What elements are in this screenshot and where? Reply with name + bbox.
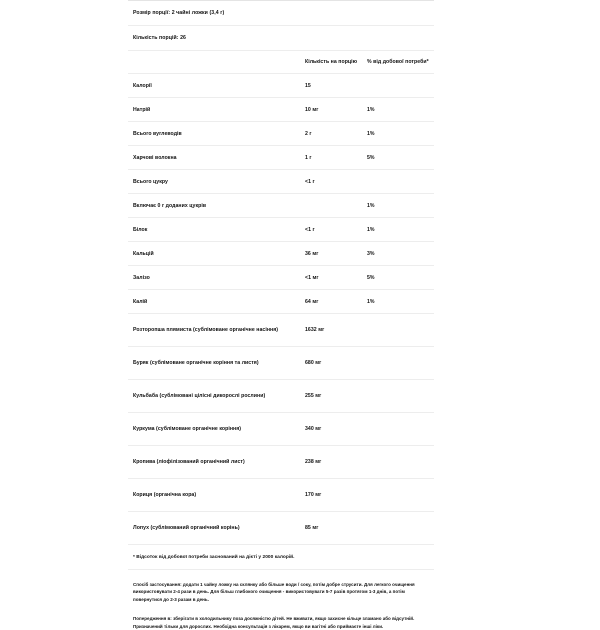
row-amount: 238 мг [305, 459, 322, 466]
row-amount: <1 г [305, 226, 315, 233]
botanical-rows [128, 314, 434, 545]
row-daily-value: 1% [367, 130, 375, 137]
row-label: Кориця (органічна кора) [133, 492, 197, 499]
table-row [128, 380, 434, 412]
row-daily-value: 5% [367, 274, 375, 281]
row-amount: 85 мг [305, 525, 319, 532]
row-label: Калій [133, 298, 148, 305]
row-amount: 15 [305, 82, 311, 89]
directions-paragraph: Спосіб застосування: додати 1 чайну ложку на склянку або більше води / соку, потім добре струсити. Для легкого очищення використовувати 2-4 рази в день. Для більш глибокого очищення - використовувати 5-7 разів протягом 1-3 днів, а потім повернутися до 2-3 разам в день. [133, 582, 415, 602]
row-label: Кульбаба (сублімовані цілісні дикорослі рослини) [133, 393, 266, 400]
header-daily-value: % від добової потреби* [367, 59, 429, 65]
table-row [128, 98, 434, 121]
row-daily-value: 1% [367, 298, 375, 305]
table-row [128, 314, 434, 346]
table-row [128, 170, 434, 193]
row-daily-value: 5% [367, 154, 375, 161]
warning-paragraph: Попередження в: зберігати в холодильнику поза досяжністю дітей. Не вживати, якщо захисне кільце зламано або відсутній. Призначений тільки для дорослих. Необхідна консультація з лікарем, якщо ви вагітні або приймаєте інші ліки. [133, 616, 415, 629]
table-header-row [128, 51, 434, 73]
row-amount: 170 мг [305, 492, 322, 499]
row-amount: 340 мг [305, 426, 322, 433]
row-label: Калорії [133, 82, 152, 89]
row-daily-value: 1% [367, 226, 375, 233]
row-label: Включає 0 г доданих цукрів [133, 202, 207, 209]
table-row [128, 218, 434, 241]
table-row [128, 194, 434, 217]
row-label: Білок [133, 226, 148, 233]
table-row [128, 479, 434, 511]
table-row [128, 146, 434, 169]
row-amount: <1 мг [305, 274, 319, 281]
row-label: Кальцій [133, 250, 154, 257]
table-row [128, 266, 434, 289]
table-row [128, 290, 434, 313]
servings-per-container-row: Кількість порцій: 26 [133, 35, 187, 41]
row-label: Залізо [133, 274, 150, 281]
row-amount: 1632 мг [305, 327, 325, 334]
row-label: Кропива (ліофілізований органічний лист) [133, 459, 245, 466]
table-row [128, 74, 434, 97]
table-row [128, 446, 434, 478]
row-amount: 2 г [305, 130, 312, 137]
row-amount: 64 мг [305, 298, 319, 305]
daily-value-footnote: * Відсоток від добової потреби заснований на дієті у 2000 калорій. [133, 555, 295, 561]
row-label: Харчові волокна [133, 154, 177, 161]
row-amount: 255 мг [305, 393, 322, 400]
row-daily-value: 3% [367, 250, 375, 257]
row-label: Натрій [133, 106, 151, 113]
row-amount: 10 мг [305, 106, 319, 113]
row-label: Куркума (сублімоване органічне коріння) [133, 426, 242, 433]
row-label: Буряк (сублімоване органічне коріння та листя) [133, 360, 259, 367]
serving-size-row: Розмір порції: 2 чайні ложки (3,4 г) [133, 10, 225, 16]
row-amount: 680 мг [305, 360, 322, 367]
table-row [128, 122, 434, 145]
row-amount: 1 г [305, 154, 312, 161]
row-amount: 36 мг [305, 250, 319, 257]
row-daily-value: 1% [367, 202, 375, 209]
table-row [128, 413, 434, 445]
nutrient-rows [128, 74, 434, 314]
row-amount: <1 г [305, 178, 315, 185]
row-label: Всього цукру [133, 178, 168, 185]
table-row [128, 242, 434, 265]
row-label: Всього вуглеводів [133, 130, 182, 137]
table-row [128, 512, 434, 544]
supplement-facts-panel [128, 0, 434, 630]
row-label: Розторопша плямиста (сублімоване органічне насіння) [133, 327, 279, 334]
row-daily-value: 1% [367, 106, 375, 113]
row-label: Лопух (сублімований органічний корінь) [133, 525, 240, 532]
header-amount-per-serving: Кількість на порцію [305, 59, 358, 65]
table-row [128, 347, 434, 379]
